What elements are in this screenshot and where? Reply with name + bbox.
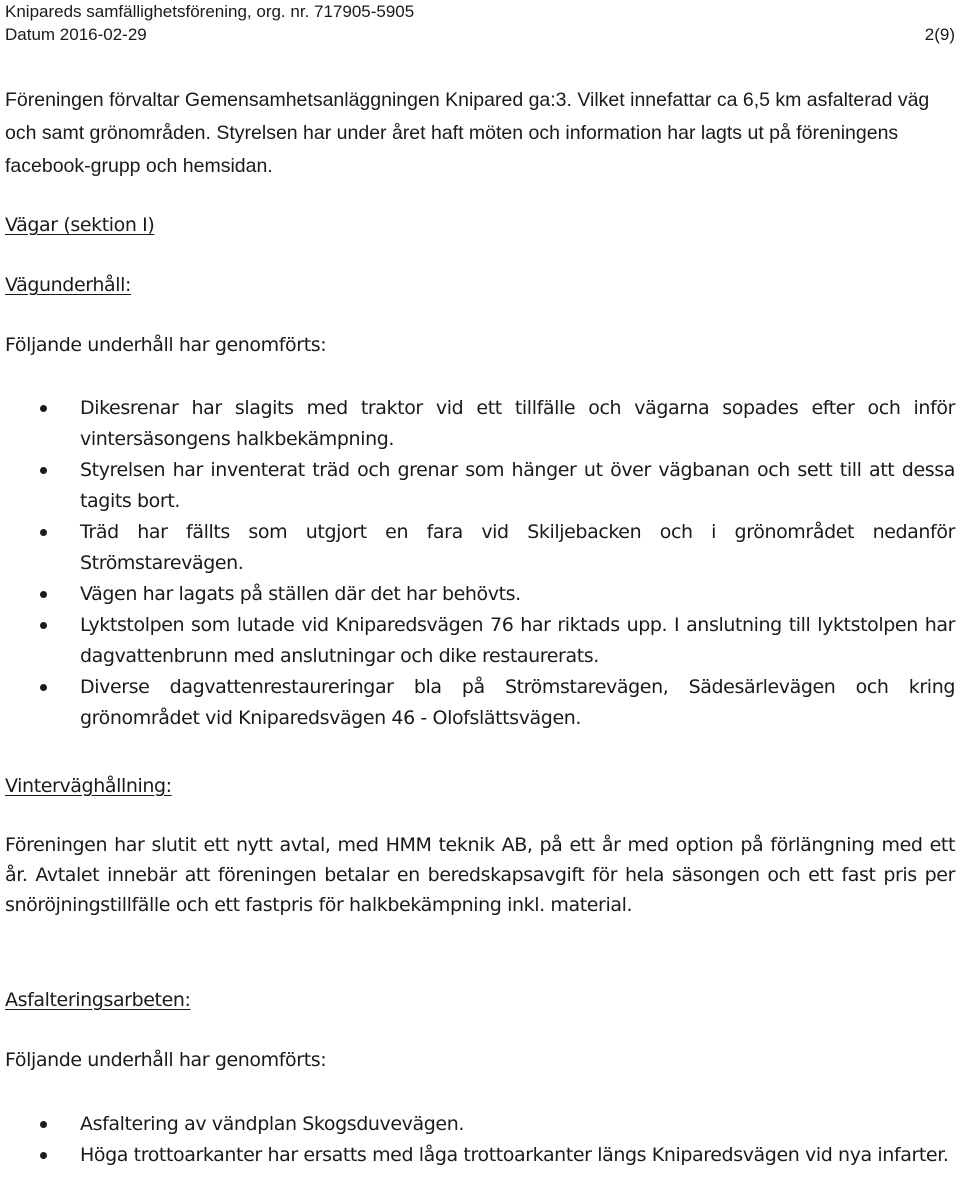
- heading-winter-maintenance: Vinterväghållning:: [5, 775, 172, 797]
- list-item: [0, 1109, 955, 1140]
- asphalt-list: [0, 1109, 955, 1171]
- asphalt-lead: Följande underhåll har genomförts:: [5, 1049, 327, 1071]
- bullet-icon: [40, 405, 47, 412]
- list-item: [0, 517, 955, 579]
- winter-paragraph: Föreningen har slutit ett nytt avtal, med HMM teknik AB, på ett år med option på förlängning med ett år. Avtalet innebär att föreningen betalar en beredskapsavgift för hela säsongen och ett fast pris per snöröjningstillfälle och ett fastpris för halkbekämpning inkl. material.: [5, 834, 955, 916]
- list-item-text: Diverse dagvattenrestaureringar bla på Strömstarevägen, Sädesärlevägen och kring grönområdet vid Kniparedsvägen 46 - Olofslättsvägen.: [80, 676, 955, 729]
- bullet-icon: [40, 1121, 47, 1128]
- list-item: [0, 672, 955, 734]
- maintenance-list: [0, 393, 955, 734]
- list-item-text: Lyktstolpen som lutade vid Kniparedsvägen 76 har riktads upp. I anslutning till lyktstolpen har dagvattenbrunn med anslutningar och dike restaurerats.: [80, 614, 955, 667]
- document-date: Datum 2016-02-29: [5, 25, 147, 44]
- bullet-icon: [40, 622, 47, 629]
- list-item-text: Träd har fällts som utgjort en fara vid Skiljebacken och i grönområdet nedanför Strömstarevägen.: [80, 521, 955, 574]
- page-number: 2(9): [924, 25, 955, 44]
- list-item: [0, 393, 955, 455]
- bullet-icon: [40, 684, 47, 691]
- section-title-roads: Vägar (sektion I): [5, 214, 155, 236]
- bullet-icon: [40, 529, 47, 536]
- list-item-text: Höga trottoarkanter har ersatts med låga trottoarkanter längs Kniparedsvägen vid nya infarter.: [80, 1144, 949, 1166]
- bullet-icon: [40, 1152, 47, 1159]
- heading-asphalt-work: Asfalteringsarbeten:: [5, 989, 191, 1011]
- bullet-icon: [40, 467, 47, 474]
- list-item: [0, 1140, 955, 1171]
- heading-road-maintenance: Vägunderhåll:: [5, 274, 131, 296]
- bullet-icon: [40, 591, 47, 598]
- intro-paragraph: Föreningen förvaltar Gemensamhetsanläggningen Knipared ga:3. Vilket innefattar ca 6,5 km asfalterad väg och samt grönområden. Styrelsen har under året haft möten och information har lagts ut på föreningens facebook-grupp och hemsidan.: [5, 89, 930, 177]
- list-item: [0, 455, 955, 517]
- maintenance-lead: Följande underhåll har genomförts:: [5, 334, 327, 356]
- list-item: [0, 610, 955, 672]
- list-item-text: Dikesrenar har slagits med traktor vid ett tillfälle och vägarna sopades efter och inför vintersäsongens halkbekämpning.: [80, 397, 955, 450]
- list-item: [0, 579, 955, 610]
- list-item-text: Vägen har lagats på ställen där det har behövts.: [80, 583, 521, 605]
- list-item-text: Asfaltering av vändplan Skogsduvevägen.: [80, 1113, 464, 1135]
- association-info: Knipareds samfällighetsförening, org. nr. 717905-5905: [5, 2, 415, 21]
- page-header: [5, 0, 955, 46]
- list-item-text: Styrelsen har inventerat träd och grenar som hänger ut över vägbanan och sett till att dessa tagits bort.: [80, 459, 955, 512]
